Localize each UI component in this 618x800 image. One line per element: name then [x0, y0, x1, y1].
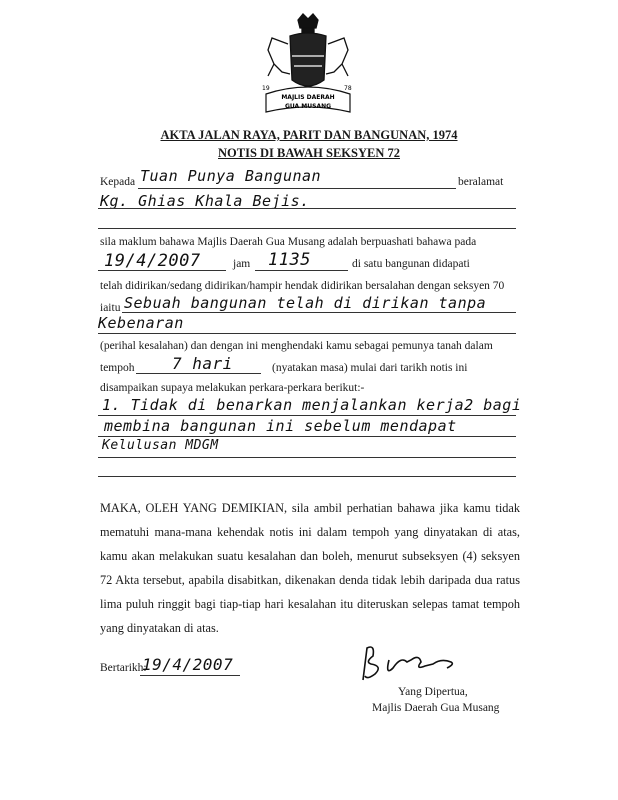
signature	[355, 640, 475, 690]
address-value: Kg. Ghias Khala Bejis.	[100, 192, 310, 210]
tempoh-value: 7 hari	[172, 354, 233, 373]
tempoh-line	[136, 373, 261, 374]
crest-motto-line1: MAJLIS DAERAH	[281, 94, 335, 101]
beralamat-label: beralamat	[458, 176, 504, 188]
bertarikh-value: 19/4/2007	[142, 655, 234, 674]
bertarikh-line	[140, 675, 240, 676]
notice-subtitle: NOTIS DI BAWAH SEKSYEN 72	[218, 146, 400, 160]
action-rule-3	[98, 457, 516, 458]
kepada-line	[138, 188, 456, 189]
telah-text: telah didirikan/sedang didirikan/hampir hendak didirikan bersalahan dengan seksyen 70	[100, 280, 505, 292]
nyatakan-text: (nyatakan masa) mulai dari tarikh notis ini	[272, 362, 468, 374]
crest-year-left: 19	[262, 85, 270, 92]
address-line-1	[98, 208, 516, 209]
tempoh-label: tempoh	[100, 362, 135, 374]
warning-paragraph: MAKA, OLEH YANG DEMIKIAN, sila ambil perhatian bahawa jika kamu tidak mematuhi mana-mana kehendak notis ini dalam tempoh yang dinyatakan di atas, kamu akan melakukan suatu kesalahan dan boleh, menurut subseksyen (4) seksyen 72 Akta tersebut, apabila disabitkan, dikenakan denda tidak lebih daripada dua ratus lima puluh ringgit bagi tiap-tiap hari kesalahan itu diteruskan selepas tamat tempoh yang dinyatakan di atas.	[100, 501, 520, 635]
kepada-value: Tuan Punya Bangunan	[140, 167, 322, 185]
crest-year-right: 78	[344, 85, 352, 92]
jam-label: jam	[233, 258, 251, 270]
intro-text: sila maklum bahawa Majlis Daerah Gua Musang adalah berpuashati bahawa pada	[100, 236, 477, 248]
crest-motto-line2: GUA MUSANG	[284, 103, 332, 110]
action-rule-2	[98, 436, 516, 437]
bangunan-text: di satu bangunan didapati	[352, 258, 470, 270]
offence-rule-1	[122, 312, 516, 313]
date-value: 19/4/2007	[104, 251, 201, 271]
signer-title: Yang Dipertua,	[398, 686, 468, 698]
iaitu-label: iaitu	[100, 302, 121, 314]
offence-rule-2	[98, 333, 516, 334]
disampaikan-text: disampaikan supaya melakukan perkara-perkara berikut:-	[100, 382, 365, 394]
crest-emblem	[258, 10, 358, 128]
action-line-3: Kelulusan MDGM	[102, 438, 219, 453]
action-line-1: 1. Tidak di benarkan menjalankan kerja2 bagi	[102, 396, 522, 414]
time-line	[255, 270, 348, 271]
kepada-label: Kepada	[100, 176, 136, 188]
offence-line-1: Sebuah bangunan telah di dirikan tanpa	[124, 294, 487, 312]
time-value: 1135	[268, 250, 311, 270]
signer-org: Majlis Daerah Gua Musang	[372, 702, 500, 714]
action-line-2: membina bangunan ini sebelum mendapat	[104, 417, 457, 435]
address-line-2	[98, 228, 516, 229]
perihal-text: (perihal kesalahan) dan dengan ini menghendaki kamu sebagai pemunya tanah dalam	[100, 340, 493, 352]
date-line	[98, 270, 226, 271]
act-title: AKTA JALAN RAYA, PARIT DAN BANGUNAN, 1974	[160, 128, 458, 142]
offence-line-2: Kebenaran	[98, 314, 184, 332]
bertarikh-label: Bertarikh:	[100, 662, 147, 674]
action-rule-1	[98, 415, 516, 416]
action-rule-4	[98, 476, 516, 477]
